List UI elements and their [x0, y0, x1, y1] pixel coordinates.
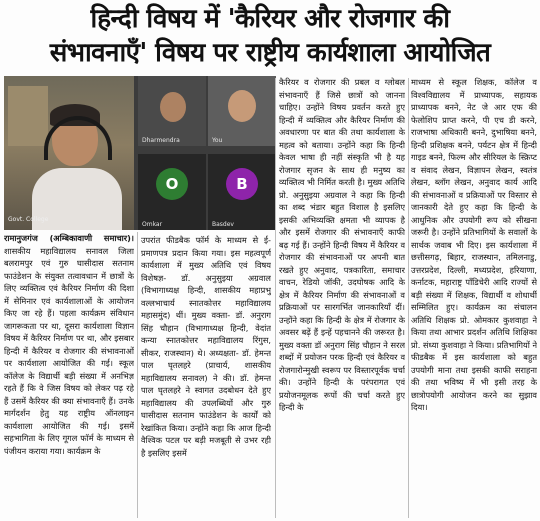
participant-face [228, 90, 256, 122]
column-divider [137, 232, 138, 518]
bookshelf [8, 86, 48, 146]
main-speaker-tile [4, 76, 134, 230]
article-column-1 [4, 232, 134, 520]
article-column-2 [141, 234, 271, 520]
article-column-4-text: माध्यम से स्कूल शिक्षक, कॉलेज व विश्वविद्यालय में प्राध्यापक, सहायक प्राध्यापक बनने, नेट जे आर एफ की फेलोशिप प्राप्त करने, पी एच डी करने, राजभाषा अधिकारी बनने, दुभाषिया बनने, हिन्दी प्रशिक्षक बनने, पर्यटन क्षेत्र में हिन्दी गाइड बनने, फिल्म और सीरियल के स्क्रिप्ट व संवाद लेखन, विज्ञापन लेखन, स्वतंत्र लेखन, ब्लॉग लेखन, अनुवाद कार्य आदि की संभावनाओं व प्रक्रियाओं पर विस्तार से जानकारी देते हुए कहा कि हिन्दी के आधुनिक और उपयोगी रूप को सीखना जरूरी है। उन्होंने प्रतिभागियों के सवालों के सार्थक जवाब भी दिए। इस कार्यशाला में छत्तीसगढ़, बिहार, राजस्थान, तमिलनाडु, उत्तरप्रदेश, दिल्ली, मध्यप्रदेश, हरियाणा, कर्नाटक, महाराष्ट्र पॉंडिचेरी आदि राज्यों से बड़ी संख्या में शिक्षक, विद्यार्थी व शोधार्थी सम्मिलित हुए। कार्यक्रम का संचालन अतिथि शिक्षक प्रो. ओमकार कुशवाहा ने किया तथा आभार प्रदर्शन अतिथि शिक्षिका प्रो. संध्या कुशवाहा ने किया। प्रतिभागियों ने फीडबैक में इस कार्यशाला को बहुत उपयोगी माना तथा इसकी काफी सराहना की तथा भविष्य में भी इसी तरह के छात्रोपयोगी आयोजन करने का सुझाव दिया। [411, 77, 537, 412]
participant-face [160, 92, 186, 122]
participant-tile-1 [138, 76, 206, 146]
column-divider [408, 78, 409, 518]
participant-avatar: O [156, 168, 188, 200]
participant-label: Omkar [142, 221, 163, 228]
article-column-2-text: उपरांत फीडबैक फॉर्म के माध्यम से ई-प्रमाणपत्र प्रदान किया गया। इस महत्वपूर्ण कार्यशाला में मुख्य अतिथि एवं विषय विशेषज्ञ- डॉ. अनुसुइया अग्रवाल (विभागाध्यक्ष हिन्दी, शासकीय महाप्रभु वल्लभाचार्य स्नातकोत्तर महाविद्यालय महासमुंद) थीं। मुख्य वक्ता- डॉ. अनुराग सिंह चौहान (विभागाध्यक्ष हिन्दी, वेदांत कन्या स्नातकोत्तर महाविद्यालय रिंगुस, सीकर, राजस्थान) थे। अध्यक्षता- डॉ. हेमन्त पाल घृतलहरे (प्राचार्य, शासकीय महाविद्यालय सनावल) ने की। डॉ. हेमन्त पाल घृतलहरे ने स्वागत उदबोधन देते हुए महाविद्यालय की उपलब्धियों और गुरु घासीदास सतनाम फाउंडेशन के कार्यों को रेखांकित किया। उन्होंने कहा कि आज हिन्दी वैश्विक पटल पर बड़ी मजबूती से उभर रही है इसलिए इसमें [141, 235, 271, 458]
article-column-3 [279, 76, 405, 520]
participant-tile-2 [208, 76, 276, 146]
participant-avatar: B [226, 168, 258, 200]
article-column-1-text: शासकीय महाविद्यालय सनावल जिला बलरामपुर एवं गुरु घासीदास सतनाम फाउंडेशन के संयुक्त तत्वावधान में छात्रों के लिए व्यक्तित्व एवं कैरियर निर्माण की दिशा में सेमिनार एवं कार्यशालाओं के आयोजन किए जा रहे हैं। पहला कार्यक्रम संविधान जागरूकता पर था, दूसरा कार्यशाला विज्ञान विषय में कैरियर निर्माण पर था, और इसबार हिन्दी में कैरियर व रोजगार की संभावनाओं पर कार्यशाला आयोजित की गई। स्कूल कॉलेज के विद्यार्थी बड़ी संख्या में अनभिज्ञ रहते हैं कि वे जिस विषय को लेकर पढ़ रहे हैं उसमें कैरियर की क्या संभावनाएँ हैं। उनके मार्गदर्शन हेतु यह राष्ट्रीय ऑनलाइन कार्यशाला आयोजित की गई। इसमें सहभागिता के लिए गूगल फॉर्म के माध्यम से पंजीयन कराया गया। कार्यक्रम के [4, 245, 134, 456]
participant-label: Basdev [212, 221, 234, 228]
participant-tile-3 [138, 154, 206, 230]
participant-tile-4 [208, 154, 276, 230]
headline-line-2: संभावनाएँ' विषय पर राष्ट्रीय कार्यशाला आयोजित [49, 38, 491, 68]
article-column-3-text: कैरियर व रोजगार की प्रबल व ग्लोबल संभावनाएँ हैं जिसे छात्रों को जानना चाहिए। उन्होंने विषय प्रवर्तन करते हुए हिन्दी में व्यक्तित्व और कैरियर निर्माण की अवधारणा पर बात की तथा कार्यशाला के महत्व को बताया। उन्होंने कहा कि हिन्दी केवल भाषा ही नहीं संस्कृति भी है यह रोजगार सृजन के साथ ही मनुष्य का व्यक्तित्व भी निर्मित करती है। मुख्य अतिथि प्रो. अनुसुइया अग्रवाल ने कहा कि हिन्दी का शब्द भंडार बहुत विशाल है इसलिए इसकी अभिव्यक्ति क्षमता भी व्यापक है और इसमें रोजगार की संभावनाएँ काफी बढ़ गई हैं। उन्होंने हिन्दी विषय में कैरियर व रोजगार की संभावनाओं पर अपनी बात रखते हुए अनुवाद, पत्रकारिता, समाचार वाचन, रेडियो जॉकी, उदघोषक आदि के क्षेत्र में कैरियर निर्माण की संभावनाओं व प्रक्रियाओं पर सारगर्भित जानकारियाँ दीं। उन्होंने कहा कि हिन्दी के क्षेत्र में रोजगार के अवसर बढ़ें हैं इन्हें पहचानने की जरूरत है। मुख्य वक्ता डॉ अनुराग सिंह चौहान ने सरल शब्दों में प्रयोजन परक हिन्दी एवं कैरियर व रोजगारोन्मुखी स्वरूप पर विस्तारपूर्वक चर्चा की। उन्होंने हिन्दी के परंपरागत एवं प्रयोजनमूलक रूपों की चर्चा करते हुए हिन्दी के [279, 77, 405, 412]
dateline: रामानुजगंज (अम्बिकावाणी समाचार)। [4, 233, 134, 243]
participant-label: You [212, 137, 223, 144]
headline [4, 2, 536, 70]
participant-label: Dharmendra [142, 137, 180, 144]
column-divider [275, 78, 276, 518]
video-conference-photo [4, 76, 276, 230]
headline-line-1: हिन्दी विषय में 'कैरियर और रोजगार की [90, 4, 450, 34]
main-tile-caption: Govt. College [8, 216, 49, 223]
article-column-4 [411, 76, 537, 520]
